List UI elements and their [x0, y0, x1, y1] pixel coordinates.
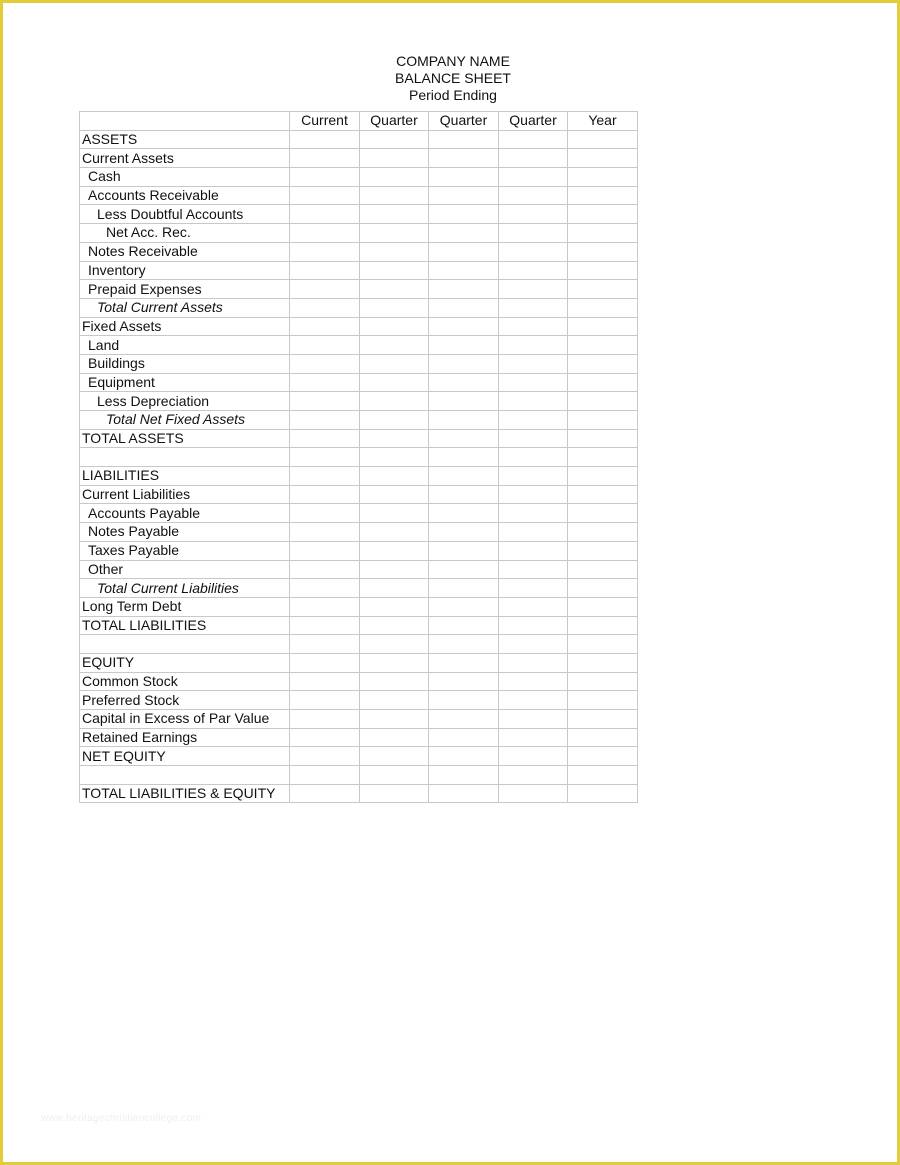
value-cell[interactable]: [499, 635, 568, 654]
value-cell[interactable]: [290, 523, 360, 542]
value-cell[interactable]: [568, 336, 638, 355]
value-cell[interactable]: [360, 691, 429, 710]
table-row: [80, 261, 638, 280]
value-cell[interactable]: [499, 373, 568, 392]
value-cell[interactable]: [429, 298, 499, 317]
value-cell[interactable]: [429, 467, 499, 486]
value-cell[interactable]: [429, 784, 499, 803]
value-cell[interactable]: [499, 560, 568, 579]
row-label: [80, 766, 290, 785]
value-cell[interactable]: [568, 653, 638, 672]
value-cell[interactable]: [290, 411, 360, 430]
value-cell[interactable]: [360, 186, 429, 205]
table-row: [80, 710, 638, 729]
value-cell[interactable]: [290, 579, 360, 598]
value-cell[interactable]: [360, 411, 429, 430]
value-cell[interactable]: [429, 448, 499, 467]
balance-sheet-table: [79, 111, 638, 803]
value-cell[interactable]: [360, 130, 429, 149]
value-cell[interactable]: [429, 280, 499, 299]
value-cell[interactable]: [429, 597, 499, 616]
value-cell[interactable]: [360, 392, 429, 411]
value-cell[interactable]: [429, 336, 499, 355]
table-row: [80, 317, 638, 336]
row-label: Current Liabilities: [80, 485, 290, 504]
value-cell[interactable]: [360, 317, 429, 336]
value-cell[interactable]: [360, 467, 429, 486]
value-cell[interactable]: [290, 635, 360, 654]
value-cell[interactable]: [568, 280, 638, 299]
value-cell[interactable]: [429, 224, 499, 243]
table-row: [80, 280, 638, 299]
table-row: [80, 373, 638, 392]
value-cell[interactable]: [568, 766, 638, 785]
value-cell[interactable]: [360, 766, 429, 785]
row-label: Buildings: [80, 354, 290, 373]
row-label: Net Acc. Rec.: [80, 224, 290, 243]
value-cell[interactable]: [360, 635, 429, 654]
value-cell[interactable]: [360, 597, 429, 616]
value-cell[interactable]: [290, 710, 360, 729]
value-cell[interactable]: [568, 691, 638, 710]
row-label: Inventory: [80, 261, 290, 280]
value-cell[interactable]: [568, 467, 638, 486]
value-cell[interactable]: [429, 392, 499, 411]
row-label: Land: [80, 336, 290, 355]
table-row: [80, 672, 638, 691]
row-label: LIABILITIES: [80, 467, 290, 486]
value-cell[interactable]: [290, 186, 360, 205]
table-row: [80, 149, 638, 168]
value-cell[interactable]: [290, 130, 360, 149]
value-cell[interactable]: [290, 485, 360, 504]
table-row: [80, 579, 638, 598]
value-cell[interactable]: [290, 560, 360, 579]
value-cell[interactable]: [568, 242, 638, 261]
value-cell[interactable]: [360, 429, 429, 448]
value-cell[interactable]: [360, 224, 429, 243]
value-cell[interactable]: [429, 242, 499, 261]
value-cell[interactable]: [290, 448, 360, 467]
value-cell[interactable]: [568, 710, 638, 729]
value-cell[interactable]: [290, 354, 360, 373]
table-row: [80, 523, 638, 542]
value-cell[interactable]: [429, 541, 499, 560]
table-row: [80, 784, 638, 803]
value-cell[interactable]: [568, 579, 638, 598]
value-cell[interactable]: [360, 336, 429, 355]
value-cell[interactable]: [499, 205, 568, 224]
value-cell[interactable]: [360, 616, 429, 635]
value-cell[interactable]: [499, 747, 568, 766]
value-cell[interactable]: [499, 168, 568, 187]
row-label: Notes Receivable: [80, 242, 290, 261]
value-cell[interactable]: [568, 597, 638, 616]
value-cell[interactable]: [290, 672, 360, 691]
value-cell[interactable]: [499, 710, 568, 729]
value-cell[interactable]: [360, 541, 429, 560]
header-corner-cell: [80, 112, 290, 131]
value-cell[interactable]: [290, 392, 360, 411]
value-cell[interactable]: [290, 747, 360, 766]
value-cell[interactable]: [429, 317, 499, 336]
value-cell[interactable]: [568, 224, 638, 243]
row-label: Total Net Fixed Assets: [80, 411, 290, 430]
table-row: [80, 728, 638, 747]
value-cell[interactable]: [429, 710, 499, 729]
value-cell[interactable]: [429, 130, 499, 149]
row-label: Preferred Stock: [80, 691, 290, 710]
value-cell[interactable]: [290, 541, 360, 560]
value-cell[interactable]: [360, 653, 429, 672]
table-row: [80, 597, 638, 616]
value-cell[interactable]: [568, 504, 638, 523]
value-cell[interactable]: [568, 205, 638, 224]
value-cell[interactable]: [360, 298, 429, 317]
value-cell[interactable]: [499, 411, 568, 430]
table-row: [80, 224, 638, 243]
value-cell[interactable]: [568, 261, 638, 280]
value-cell[interactable]: [360, 242, 429, 261]
sheet-title: BALANCE SHEET: [395, 70, 511, 86]
row-label: ASSETS: [80, 130, 290, 149]
value-cell[interactable]: [290, 224, 360, 243]
row-label: Current Assets: [80, 149, 290, 168]
value-cell[interactable]: [568, 130, 638, 149]
value-cell[interactable]: [429, 653, 499, 672]
table-row: [80, 467, 638, 486]
value-cell[interactable]: [429, 635, 499, 654]
value-cell[interactable]: [568, 541, 638, 560]
table-row: [80, 747, 638, 766]
value-cell[interactable]: [360, 280, 429, 299]
value-cell[interactable]: [290, 653, 360, 672]
row-label: NET EQUITY: [80, 747, 290, 766]
value-cell[interactable]: [360, 205, 429, 224]
row-label: Notes Payable: [80, 523, 290, 542]
value-cell[interactable]: [360, 261, 429, 280]
value-cell[interactable]: [290, 728, 360, 747]
value-cell[interactable]: [499, 523, 568, 542]
value-cell[interactable]: [429, 672, 499, 691]
value-cell[interactable]: [290, 298, 360, 317]
value-cell[interactable]: [290, 504, 360, 523]
table-row: [80, 616, 638, 635]
value-cell[interactable]: [290, 784, 360, 803]
value-cell[interactable]: [290, 373, 360, 392]
value-cell[interactable]: [568, 149, 638, 168]
value-cell[interactable]: [568, 560, 638, 579]
column-header: Quarter: [360, 112, 429, 131]
value-cell[interactable]: [499, 242, 568, 261]
value-cell[interactable]: [429, 373, 499, 392]
value-cell[interactable]: [429, 579, 499, 598]
row-label: Equipment: [80, 373, 290, 392]
table-row: [80, 653, 638, 672]
column-header: Quarter: [499, 112, 568, 131]
value-cell[interactable]: [499, 224, 568, 243]
value-cell[interactable]: [290, 691, 360, 710]
period-label: Period Ending: [409, 87, 497, 103]
value-cell[interactable]: [360, 354, 429, 373]
value-cell[interactable]: [429, 691, 499, 710]
value-cell[interactable]: [568, 448, 638, 467]
table-row: [80, 635, 638, 654]
value-cell[interactable]: [499, 579, 568, 598]
table-row: [80, 541, 638, 560]
value-cell[interactable]: [290, 149, 360, 168]
value-cell[interactable]: [360, 373, 429, 392]
table-row: [80, 691, 638, 710]
value-cell[interactable]: [290, 280, 360, 299]
row-label: Long Term Debt: [80, 597, 290, 616]
value-cell[interactable]: [499, 784, 568, 803]
row-label: TOTAL ASSETS: [80, 429, 290, 448]
value-cell[interactable]: [429, 766, 499, 785]
value-cell[interactable]: [568, 672, 638, 691]
value-cell[interactable]: [499, 149, 568, 168]
value-cell[interactable]: [429, 747, 499, 766]
value-cell[interactable]: [568, 485, 638, 504]
value-cell[interactable]: [360, 672, 429, 691]
value-cell[interactable]: [499, 298, 568, 317]
value-cell[interactable]: [360, 560, 429, 579]
row-label: Less Depreciation: [80, 392, 290, 411]
header-row: [80, 112, 638, 131]
value-cell[interactable]: [290, 205, 360, 224]
value-cell[interactable]: [499, 392, 568, 411]
value-cell[interactable]: [568, 411, 638, 430]
value-cell[interactable]: [429, 205, 499, 224]
value-cell[interactable]: [568, 635, 638, 654]
value-cell[interactable]: [429, 168, 499, 187]
table-row: [80, 354, 638, 373]
value-cell[interactable]: [429, 429, 499, 448]
value-cell[interactable]: [290, 261, 360, 280]
value-cell[interactable]: [499, 597, 568, 616]
value-cell[interactable]: [499, 261, 568, 280]
value-cell[interactable]: [290, 317, 360, 336]
document-header: [3, 53, 900, 104]
table-row: [80, 411, 638, 430]
value-cell[interactable]: [290, 242, 360, 261]
value-cell[interactable]: [568, 784, 638, 803]
value-cell[interactable]: [360, 710, 429, 729]
value-cell[interactable]: [360, 523, 429, 542]
value-cell[interactable]: [360, 579, 429, 598]
row-label: TOTAL LIABILITIES: [80, 616, 290, 635]
row-label: Other: [80, 560, 290, 579]
value-cell[interactable]: [568, 298, 638, 317]
value-cell[interactable]: [429, 616, 499, 635]
value-cell[interactable]: [360, 747, 429, 766]
value-cell[interactable]: [429, 261, 499, 280]
column-header: Current: [290, 112, 360, 131]
value-cell[interactable]: [499, 448, 568, 467]
value-cell[interactable]: [568, 317, 638, 336]
value-cell[interactable]: [568, 429, 638, 448]
value-cell[interactable]: [499, 186, 568, 205]
table-row: [80, 429, 638, 448]
value-cell[interactable]: [360, 784, 429, 803]
row-label: Total Current Assets: [80, 298, 290, 317]
value-cell[interactable]: [429, 149, 499, 168]
value-cell[interactable]: [568, 373, 638, 392]
value-cell[interactable]: [429, 485, 499, 504]
row-label: Less Doubtful Accounts: [80, 205, 290, 224]
column-header: Quarter: [429, 112, 499, 131]
value-cell[interactable]: [499, 616, 568, 635]
value-cell[interactable]: [499, 766, 568, 785]
value-cell[interactable]: [499, 317, 568, 336]
value-cell[interactable]: [290, 766, 360, 785]
value-cell[interactable]: [360, 485, 429, 504]
value-cell[interactable]: [499, 691, 568, 710]
row-label: Accounts Payable: [80, 504, 290, 523]
table-row: [80, 392, 638, 411]
row-label: [80, 635, 290, 654]
value-cell[interactable]: [568, 392, 638, 411]
table-row: [80, 560, 638, 579]
table-row: [80, 336, 638, 355]
table-row: [80, 298, 638, 317]
value-cell[interactable]: [499, 504, 568, 523]
value-cell[interactable]: [499, 467, 568, 486]
table-row: [80, 186, 638, 205]
table-row: [80, 205, 638, 224]
value-cell[interactable]: [360, 168, 429, 187]
value-cell[interactable]: [499, 280, 568, 299]
row-label: TOTAL LIABILITIES & EQUITY: [80, 784, 290, 803]
value-cell[interactable]: [499, 336, 568, 355]
value-cell[interactable]: [429, 560, 499, 579]
row-label: Taxes Payable: [80, 541, 290, 560]
value-cell[interactable]: [290, 597, 360, 616]
row-label: Prepaid Expenses: [80, 280, 290, 299]
row-label: Total Current Liabilities: [80, 579, 290, 598]
value-cell[interactable]: [568, 168, 638, 187]
watermark-text: www.heritagechristiancollege.com: [41, 1113, 202, 1124]
value-cell[interactable]: [499, 653, 568, 672]
row-label: Retained Earnings: [80, 728, 290, 747]
row-label: Capital in Excess of Par Value: [80, 710, 290, 729]
value-cell[interactable]: [360, 448, 429, 467]
value-cell[interactable]: [499, 728, 568, 747]
value-cell[interactable]: [499, 541, 568, 560]
value-cell[interactable]: [429, 354, 499, 373]
value-cell[interactable]: [429, 504, 499, 523]
row-label: Accounts Receivable: [80, 186, 290, 205]
value-cell[interactable]: [568, 747, 638, 766]
row-label: [80, 448, 290, 467]
value-cell[interactable]: [568, 728, 638, 747]
value-cell[interactable]: [360, 728, 429, 747]
value-cell[interactable]: [499, 672, 568, 691]
table-row: [80, 766, 638, 785]
table-row: [80, 485, 638, 504]
value-cell[interactable]: [568, 186, 638, 205]
value-cell[interactable]: [499, 130, 568, 149]
value-cell[interactable]: [429, 411, 499, 430]
value-cell[interactable]: [429, 523, 499, 542]
value-cell[interactable]: [290, 429, 360, 448]
value-cell[interactable]: [568, 523, 638, 542]
row-label: EQUITY: [80, 653, 290, 672]
value-cell[interactable]: [290, 616, 360, 635]
value-cell[interactable]: [290, 336, 360, 355]
table-row: [80, 168, 638, 187]
value-cell[interactable]: [290, 467, 360, 486]
table-row: [80, 504, 638, 523]
row-label: Cash: [80, 168, 290, 187]
table-row: [80, 242, 638, 261]
value-cell[interactable]: [290, 168, 360, 187]
company-name: COMPANY NAME: [396, 53, 510, 69]
value-cell[interactable]: [360, 149, 429, 168]
value-cell[interactable]: [499, 354, 568, 373]
row-label: Fixed Assets: [80, 317, 290, 336]
value-cell[interactable]: [429, 728, 499, 747]
value-cell[interactable]: [568, 616, 638, 635]
value-cell[interactable]: [360, 504, 429, 523]
value-cell[interactable]: [429, 186, 499, 205]
row-label: Common Stock: [80, 672, 290, 691]
value-cell[interactable]: [568, 354, 638, 373]
column-header: Year: [568, 112, 638, 131]
value-cell[interactable]: [499, 429, 568, 448]
table-row: [80, 130, 638, 149]
value-cell[interactable]: [499, 485, 568, 504]
table-row: [80, 448, 638, 467]
